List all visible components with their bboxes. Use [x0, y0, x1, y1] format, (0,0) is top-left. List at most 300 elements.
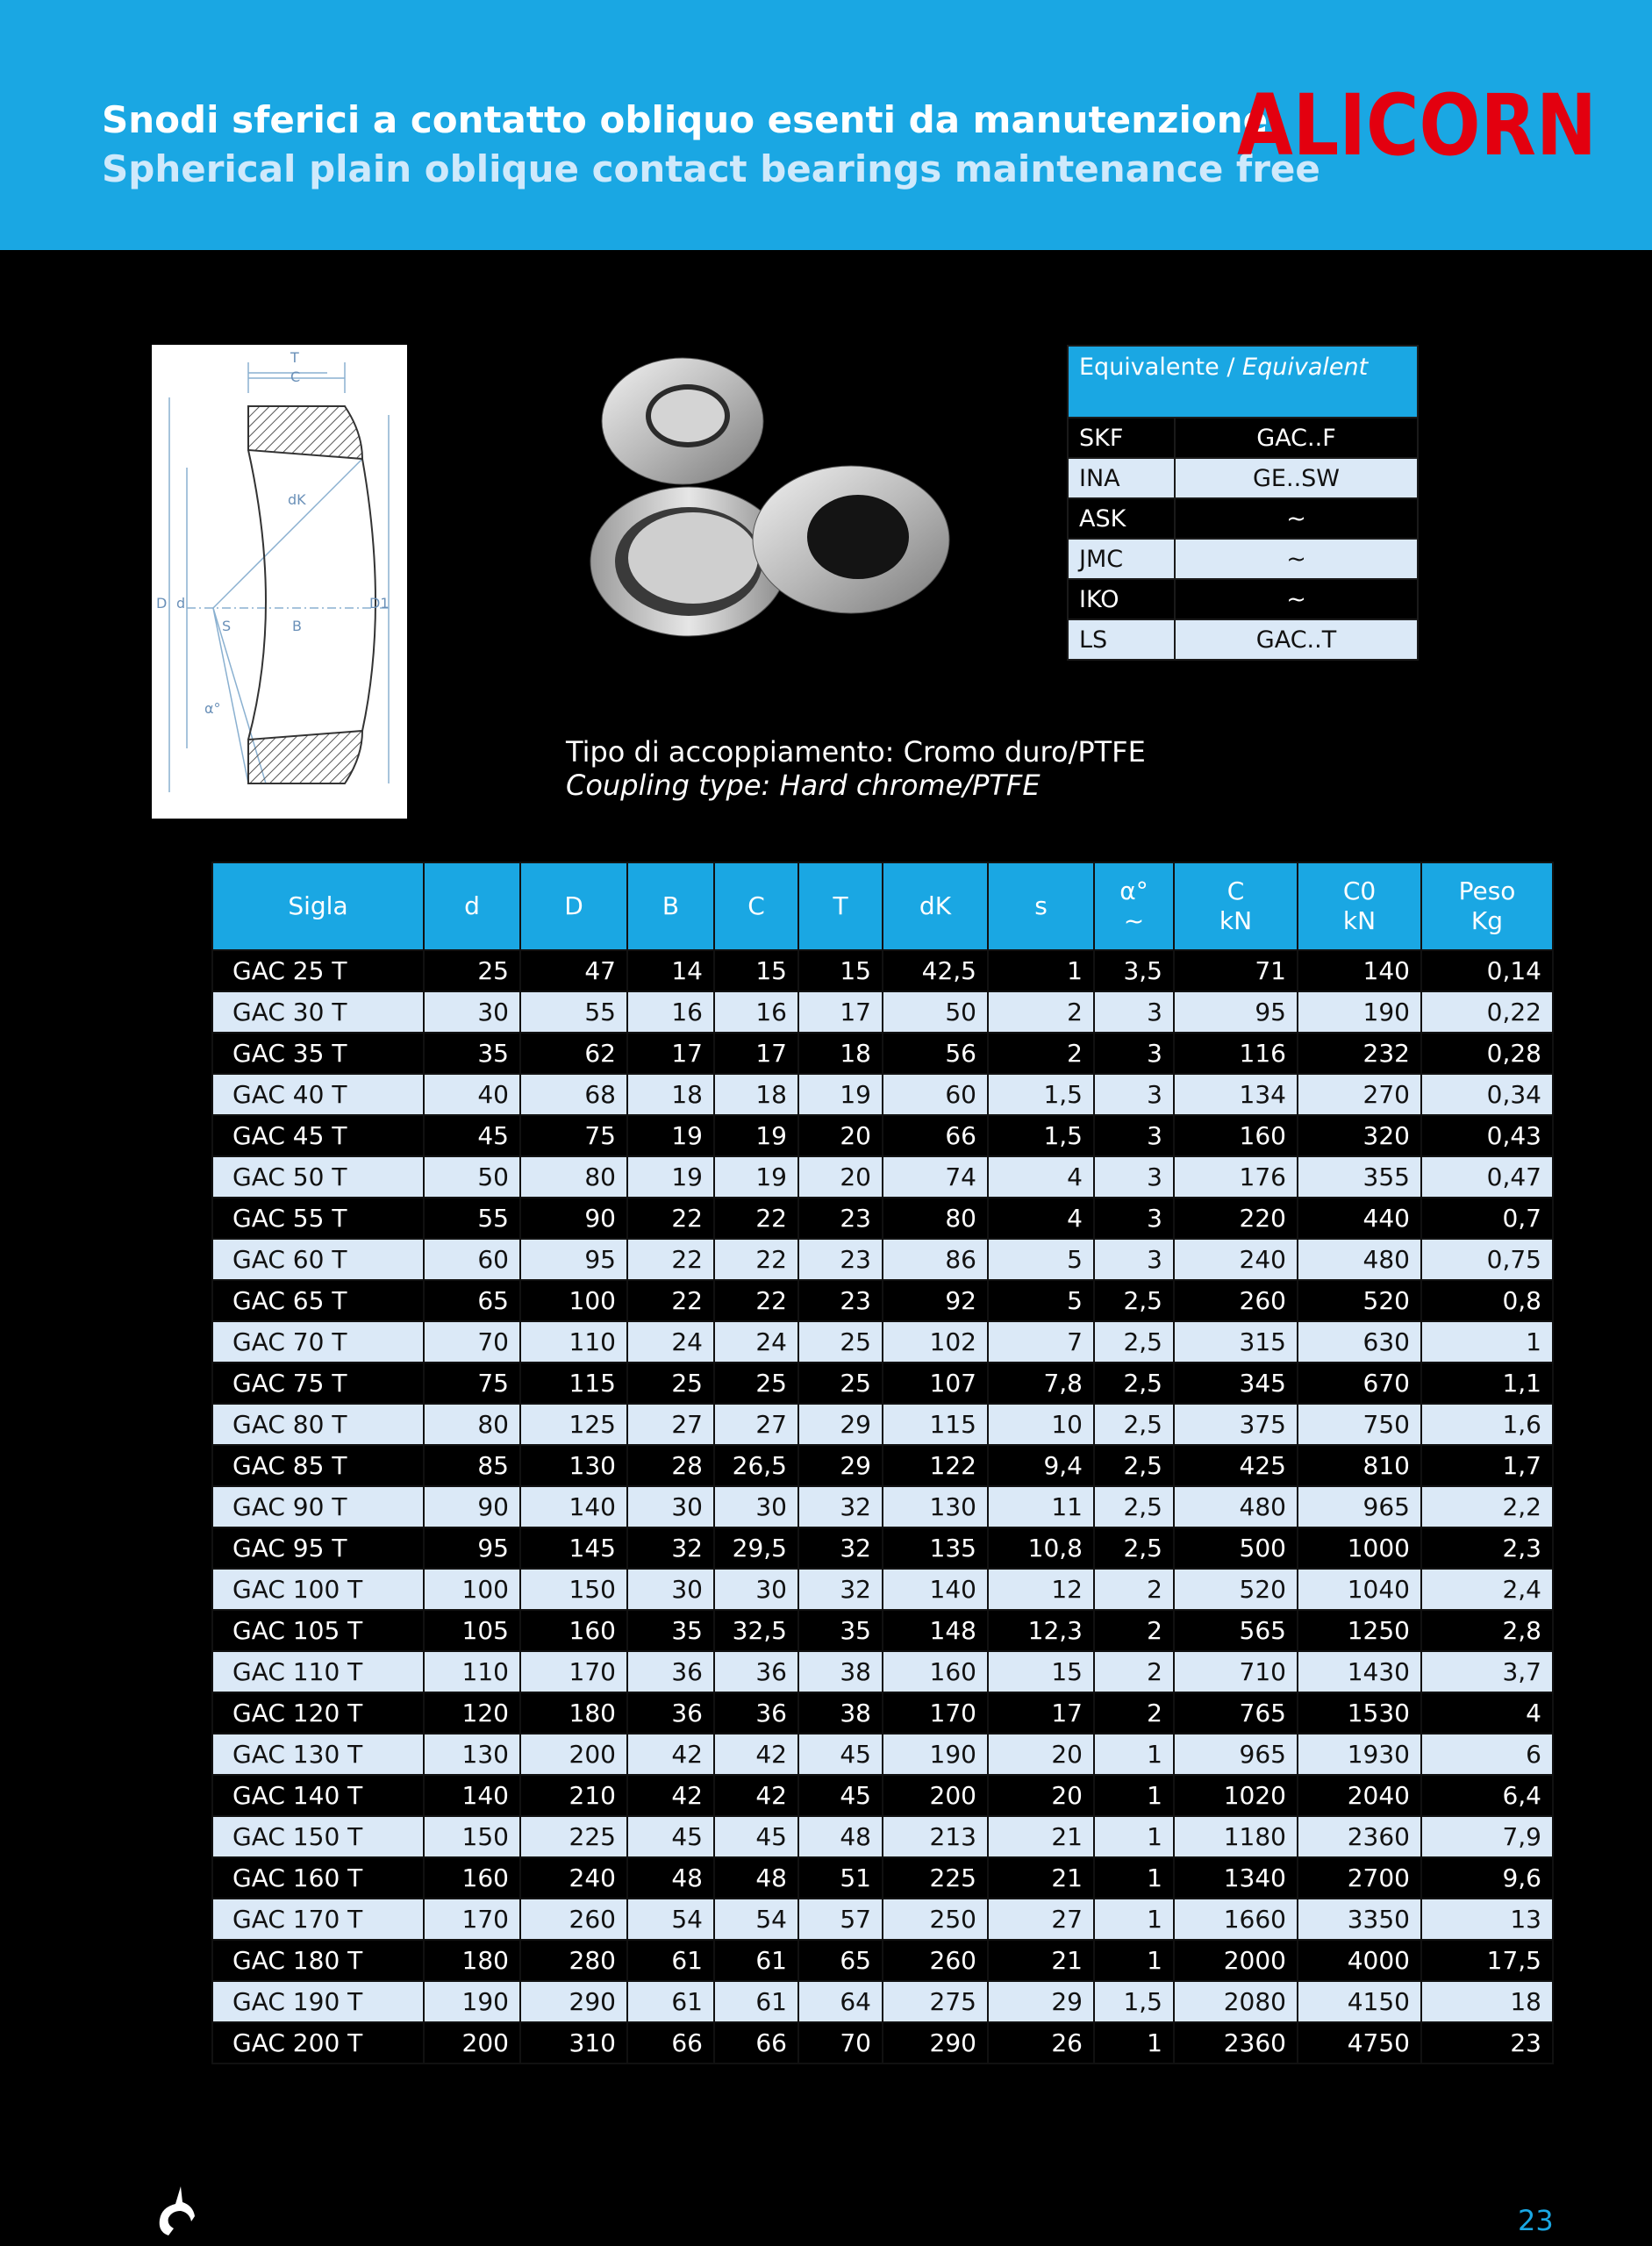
cell-sigla: GAC 55 T — [212, 1198, 424, 1239]
equivalent-header — [1068, 346, 1418, 418]
cell-s: 1,5 — [988, 1115, 1094, 1156]
cell-D: 225 — [520, 1816, 627, 1857]
cell-B: 28 — [627, 1445, 714, 1486]
cell-alpha: 3 — [1094, 991, 1174, 1033]
cell-c-kn: 1020 — [1174, 1775, 1298, 1816]
cell-C: 61 — [714, 1940, 798, 1981]
cell-c0-kn: 440 — [1298, 1198, 1421, 1239]
cell-peso: 0,22 — [1421, 991, 1553, 1033]
cell-c0-kn: 270 — [1298, 1074, 1421, 1115]
cell-T: 25 — [798, 1363, 883, 1404]
cell-D: 100 — [520, 1280, 627, 1321]
table-row — [212, 1321, 1553, 1363]
cell-s: 21 — [988, 1857, 1094, 1899]
cell-D: 170 — [520, 1651, 627, 1692]
cell-dK: 92 — [883, 1280, 988, 1321]
diagram-label-s: S — [222, 618, 232, 634]
col-header-c0-top: C0 — [1342, 876, 1377, 905]
cell-sigla: GAC 75 T — [212, 1363, 424, 1404]
cell-alpha: 1 — [1094, 1734, 1174, 1775]
cell-peso: 17,5 — [1421, 1940, 1553, 1981]
cell-D: 160 — [520, 1610, 627, 1651]
cell-dK: 42,5 — [883, 950, 988, 991]
cell-T: 70 — [798, 2022, 883, 2064]
cell-sigla: GAC 95 T — [212, 1527, 424, 1569]
table-row — [212, 1156, 1553, 1198]
diagram-label-d-outer: D — [156, 595, 168, 612]
coupling-type-english: Coupling type: Hard chrome/PTFE — [566, 769, 1041, 802]
cell-c-kn: 425 — [1174, 1445, 1298, 1486]
cell-c-kn: 375 — [1174, 1404, 1298, 1445]
table-row — [212, 1569, 1553, 1610]
cell-alpha: 1 — [1094, 1940, 1174, 1981]
cell-s: 15 — [988, 1651, 1094, 1692]
cell-s: 1 — [988, 950, 1094, 991]
col-header-c0-bottom: kN — [1342, 906, 1377, 935]
cell-sigla: GAC 70 T — [212, 1321, 424, 1363]
cell-C: 30 — [714, 1569, 798, 1610]
cell-dK: 160 — [883, 1651, 988, 1692]
cell-d: 55 — [424, 1198, 520, 1239]
cell-dK: 275 — [883, 1981, 988, 2022]
cell-sigla: GAC 65 T — [212, 1280, 424, 1321]
cell-D: 95 — [520, 1239, 627, 1280]
cell-C: 42 — [714, 1775, 798, 1816]
cell-c-kn: 1180 — [1174, 1816, 1298, 1857]
cell-C: 45 — [714, 1816, 798, 1857]
cell-B: 30 — [627, 1486, 714, 1527]
cell-d: 80 — [424, 1404, 520, 1445]
col-header-sigla: Sigla — [212, 862, 424, 950]
cell-C: 22 — [714, 1198, 798, 1239]
cell-c0-kn: 1000 — [1298, 1527, 1421, 1569]
page-number: 23 — [1518, 2204, 1554, 2237]
cell-sigla: GAC 50 T — [212, 1156, 424, 1198]
cell-dK: 56 — [883, 1033, 988, 1074]
cell-peso: 13 — [1421, 1899, 1553, 1940]
cell-d: 95 — [424, 1527, 520, 1569]
cell-c0-kn: 232 — [1298, 1033, 1421, 1074]
title-italian: Snodi sferici a contatto obliquo esenti da manutenzione — [102, 98, 1269, 141]
cell-peso: 4 — [1421, 1692, 1553, 1734]
col-header-c-kn — [1174, 862, 1298, 950]
cell-C: 18 — [714, 1074, 798, 1115]
cell-s: 20 — [988, 1734, 1094, 1775]
coupling-type-italian: Tipo di accoppiamento: Cromo duro/PTFE — [566, 735, 1146, 769]
cell-dK: 260 — [883, 1940, 988, 1981]
cell-c0-kn: 1250 — [1298, 1610, 1421, 1651]
cell-B: 18 — [627, 1074, 714, 1115]
col-header-peso-top: Peso — [1458, 876, 1516, 905]
cell-C: 17 — [714, 1033, 798, 1074]
cell-d: 90 — [424, 1486, 520, 1527]
cell-c-kn: 480 — [1174, 1486, 1298, 1527]
cell-peso: 0,47 — [1421, 1156, 1553, 1198]
cell-c0-kn: 320 — [1298, 1115, 1421, 1156]
cell-s: 20 — [988, 1775, 1094, 1816]
cell-T: 23 — [798, 1239, 883, 1280]
diagram-label-d1: D1 — [369, 595, 390, 612]
cell-B: 19 — [627, 1115, 714, 1156]
cell-peso: 0,8 — [1421, 1280, 1553, 1321]
cell-T: 45 — [798, 1775, 883, 1816]
table-row — [212, 1033, 1553, 1074]
cell-s: 27 — [988, 1899, 1094, 1940]
cell-c-kn: 345 — [1174, 1363, 1298, 1404]
cell-s: 29 — [988, 1981, 1094, 2022]
cell-d: 65 — [424, 1280, 520, 1321]
cell-B: 14 — [627, 950, 714, 991]
cell-d: 35 — [424, 1033, 520, 1074]
table-header-row — [212, 862, 1553, 950]
cell-s: 17 — [988, 1692, 1094, 1734]
cell-alpha: 3 — [1094, 1156, 1174, 1198]
cell-peso: 18 — [1421, 1981, 1553, 2022]
cell-alpha: 1 — [1094, 1775, 1174, 1816]
cell-c-kn: 240 — [1174, 1239, 1298, 1280]
cell-c0-kn: 3350 — [1298, 1899, 1421, 1940]
cell-dK: 107 — [883, 1363, 988, 1404]
cell-sigla: GAC 40 T — [212, 1074, 424, 1115]
cell-D: 290 — [520, 1981, 627, 2022]
diagram-label-b: B — [292, 618, 302, 634]
table-row — [212, 1775, 1553, 1816]
cell-alpha: 1 — [1094, 1857, 1174, 1899]
cell-T: 23 — [798, 1198, 883, 1239]
cell-sigla: GAC 35 T — [212, 1033, 424, 1074]
cell-peso: 2,8 — [1421, 1610, 1553, 1651]
cell-s: 5 — [988, 1280, 1094, 1321]
col-header-B: B — [627, 862, 714, 950]
col-header-C: C — [714, 862, 798, 950]
cell-s: 4 — [988, 1156, 1094, 1198]
cell-T: 65 — [798, 1940, 883, 1981]
cell-alpha: 1 — [1094, 1816, 1174, 1857]
cell-T: 18 — [798, 1033, 883, 1074]
cell-d: 130 — [424, 1734, 520, 1775]
cell-D: 110 — [520, 1321, 627, 1363]
cell-C: 29,5 — [714, 1527, 798, 1569]
cell-T: 64 — [798, 1981, 883, 2022]
table-row — [212, 1610, 1553, 1651]
cell-s: 10,8 — [988, 1527, 1094, 1569]
cell-sigla: GAC 130 T — [212, 1734, 424, 1775]
cell-dK: 80 — [883, 1198, 988, 1239]
cell-d: 30 — [424, 991, 520, 1033]
cell-D: 68 — [520, 1074, 627, 1115]
cell-C: 30 — [714, 1486, 798, 1527]
equivalent-brand: LS — [1068, 619, 1175, 660]
cell-d: 50 — [424, 1156, 520, 1198]
title-english: Spherical plain oblique contact bearings maintenance free — [102, 147, 1320, 190]
cell-dK: 60 — [883, 1074, 988, 1115]
cell-c-kn: 220 — [1174, 1198, 1298, 1239]
cell-T: 57 — [798, 1899, 883, 1940]
diagram-label-alpha: α° — [204, 700, 221, 717]
header-banner — [0, 0, 1652, 250]
table-row — [212, 1981, 1553, 2022]
cell-sigla: GAC 90 T — [212, 1486, 424, 1527]
cell-d: 110 — [424, 1651, 520, 1692]
cell-T: 45 — [798, 1734, 883, 1775]
cell-sigla: GAC 200 T — [212, 2022, 424, 2064]
cell-sigla: GAC 105 T — [212, 1610, 424, 1651]
cell-D: 80 — [520, 1156, 627, 1198]
equivalent-brand: JMC — [1068, 539, 1175, 579]
cell-peso: 0,43 — [1421, 1115, 1553, 1156]
cell-alpha: 2,5 — [1094, 1363, 1174, 1404]
cell-c-kn: 520 — [1174, 1569, 1298, 1610]
cell-C: 36 — [714, 1692, 798, 1734]
equivalent-brand: INA — [1068, 458, 1175, 498]
cell-d: 190 — [424, 1981, 520, 2022]
cell-B: 22 — [627, 1280, 714, 1321]
table-row — [212, 1198, 1553, 1239]
cell-D: 240 — [520, 1857, 627, 1899]
cell-D: 62 — [520, 1033, 627, 1074]
cell-d: 120 — [424, 1692, 520, 1734]
cell-sigla: GAC 25 T — [212, 950, 424, 991]
cell-s: 4 — [988, 1198, 1094, 1239]
equivalent-code: GE..SW — [1175, 458, 1418, 498]
cell-T: 23 — [798, 1280, 883, 1321]
cell-D: 90 — [520, 1198, 627, 1239]
table-row — [212, 1940, 1553, 1981]
cell-sigla: GAC 110 T — [212, 1651, 424, 1692]
col-header-c0-kn — [1298, 862, 1421, 950]
cell-alpha: 3,5 — [1094, 950, 1174, 991]
equivalent-header-row — [1068, 346, 1418, 418]
cell-alpha: 2 — [1094, 1610, 1174, 1651]
cell-B: 36 — [627, 1651, 714, 1692]
cell-dK: 225 — [883, 1857, 988, 1899]
cell-dK: 250 — [883, 1899, 988, 1940]
cell-B: 61 — [627, 1981, 714, 2022]
cell-B: 54 — [627, 1899, 714, 1940]
cell-alpha: 2,5 — [1094, 1486, 1174, 1527]
cell-c-kn: 176 — [1174, 1156, 1298, 1198]
cell-peso: 23 — [1421, 2022, 1553, 2064]
cell-alpha: 3 — [1094, 1115, 1174, 1156]
equivalent-row — [1068, 619, 1418, 660]
cell-alpha: 3 — [1094, 1033, 1174, 1074]
cell-B: 16 — [627, 991, 714, 1033]
cell-T: 29 — [798, 1445, 883, 1486]
cell-c-kn: 565 — [1174, 1610, 1298, 1651]
cell-B: 22 — [627, 1198, 714, 1239]
equivalent-row — [1068, 579, 1418, 619]
cell-c-kn: 95 — [1174, 991, 1298, 1033]
cell-C: 25 — [714, 1363, 798, 1404]
col-header-alpha-bottom: ~ — [1123, 906, 1145, 935]
cell-D: 125 — [520, 1404, 627, 1445]
cell-dK: 170 — [883, 1692, 988, 1734]
cell-sigla: GAC 120 T — [212, 1692, 424, 1734]
cell-dK: 130 — [883, 1486, 988, 1527]
cell-D: 210 — [520, 1775, 627, 1816]
cell-T: 38 — [798, 1651, 883, 1692]
table-row — [212, 950, 1553, 991]
cell-D: 130 — [520, 1445, 627, 1486]
cell-peso: 1,1 — [1421, 1363, 1553, 1404]
cell-dK: 190 — [883, 1734, 988, 1775]
cell-C: 32,5 — [714, 1610, 798, 1651]
cell-c0-kn: 520 — [1298, 1280, 1421, 1321]
cell-T: 51 — [798, 1857, 883, 1899]
cell-B: 25 — [627, 1363, 714, 1404]
equivalent-code: ~ — [1175, 539, 1418, 579]
cell-dK: 213 — [883, 1816, 988, 1857]
cell-c-kn: 765 — [1174, 1692, 1298, 1734]
col-header-d: d — [424, 862, 520, 950]
cell-peso: 2,2 — [1421, 1486, 1553, 1527]
diagram-label-d-inner: d — [176, 595, 186, 612]
cell-alpha: 2 — [1094, 1692, 1174, 1734]
cell-T: 19 — [798, 1074, 883, 1115]
cell-C: 24 — [714, 1321, 798, 1363]
cell-dK: 102 — [883, 1321, 988, 1363]
cell-c-kn: 500 — [1174, 1527, 1298, 1569]
cell-c0-kn: 190 — [1298, 991, 1421, 1033]
cell-sigla: GAC 30 T — [212, 991, 424, 1033]
table-row — [212, 1816, 1553, 1857]
cell-C: 48 — [714, 1857, 798, 1899]
cell-sigla: GAC 170 T — [212, 1899, 424, 1940]
cell-C: 16 — [714, 991, 798, 1033]
cell-C: 36 — [714, 1651, 798, 1692]
cell-C: 54 — [714, 1899, 798, 1940]
table-row — [212, 991, 1553, 1033]
cell-d: 40 — [424, 1074, 520, 1115]
diagram-label-dk: dK — [288, 491, 306, 508]
cell-D: 115 — [520, 1363, 627, 1404]
cell-s: 1,5 — [988, 1074, 1094, 1115]
cell-c0-kn: 355 — [1298, 1156, 1421, 1198]
cell-peso: 7,9 — [1421, 1816, 1553, 1857]
cell-peso: 9,6 — [1421, 1857, 1553, 1899]
cell-peso: 2,3 — [1421, 1527, 1553, 1569]
cell-c0-kn: 750 — [1298, 1404, 1421, 1445]
equivalent-header-it: Equivalente / — [1079, 354, 1235, 381]
table-row — [212, 1527, 1553, 1569]
cell-c-kn: 160 — [1174, 1115, 1298, 1156]
cell-c0-kn: 480 — [1298, 1239, 1421, 1280]
cell-c-kn: 965 — [1174, 1734, 1298, 1775]
cell-B: 45 — [627, 1816, 714, 1857]
table-row — [212, 1115, 1553, 1156]
cell-T: 29 — [798, 1404, 883, 1445]
cell-alpha: 3 — [1094, 1074, 1174, 1115]
cell-peso: 0,34 — [1421, 1074, 1553, 1115]
cell-d: 45 — [424, 1115, 520, 1156]
col-header-D: D — [520, 862, 627, 950]
cell-peso: 0,7 — [1421, 1198, 1553, 1239]
cell-C: 26,5 — [714, 1445, 798, 1486]
cell-T: 32 — [798, 1569, 883, 1610]
cell-B: 42 — [627, 1775, 714, 1816]
cell-D: 180 — [520, 1692, 627, 1734]
cell-C: 22 — [714, 1280, 798, 1321]
cell-sigla: GAC 80 T — [212, 1404, 424, 1445]
cell-c-kn: 2080 — [1174, 1981, 1298, 2022]
cell-s: 9,4 — [988, 1445, 1094, 1486]
cell-D: 200 — [520, 1734, 627, 1775]
cell-dK: 200 — [883, 1775, 988, 1816]
cell-d: 150 — [424, 1816, 520, 1857]
diagram-label-c: C — [290, 368, 301, 385]
cell-d: 85 — [424, 1445, 520, 1486]
cell-s: 2 — [988, 1033, 1094, 1074]
cell-alpha: 2 — [1094, 1651, 1174, 1692]
table-row — [212, 1363, 1553, 1404]
cell-peso: 1 — [1421, 1321, 1553, 1363]
cell-alpha: 2,5 — [1094, 1280, 1174, 1321]
cell-T: 25 — [798, 1321, 883, 1363]
col-header-alpha-top: α° — [1119, 876, 1148, 905]
cell-B: 32 — [627, 1527, 714, 1569]
table-row — [212, 1692, 1553, 1734]
cell-d: 105 — [424, 1610, 520, 1651]
cell-c0-kn: 630 — [1298, 1321, 1421, 1363]
cell-D: 260 — [520, 1899, 627, 1940]
cell-c0-kn: 2700 — [1298, 1857, 1421, 1899]
cell-alpha: 2,5 — [1094, 1527, 1174, 1569]
cell-d: 160 — [424, 1857, 520, 1899]
cell-B: 61 — [627, 1940, 714, 1981]
cell-C: 61 — [714, 1981, 798, 2022]
cell-B: 24 — [627, 1321, 714, 1363]
cell-T: 38 — [798, 1692, 883, 1734]
table-body — [212, 950, 1553, 2064]
cell-d: 25 — [424, 950, 520, 991]
equivalent-code: GAC..T — [1175, 619, 1418, 660]
cell-s: 7 — [988, 1321, 1094, 1363]
cell-sigla: GAC 180 T — [212, 1940, 424, 1981]
cell-T: 32 — [798, 1486, 883, 1527]
cell-B: 42 — [627, 1734, 714, 1775]
cell-D: 310 — [520, 2022, 627, 2064]
col-header-T: T — [798, 862, 883, 950]
cell-c-kn: 2360 — [1174, 2022, 1298, 2064]
cell-D: 280 — [520, 1940, 627, 1981]
cell-dK: 148 — [883, 1610, 988, 1651]
cell-d: 170 — [424, 1899, 520, 1940]
cell-dK: 135 — [883, 1527, 988, 1569]
cell-peso: 3,7 — [1421, 1651, 1553, 1692]
cell-B: 17 — [627, 1033, 714, 1074]
cell-c0-kn: 1530 — [1298, 1692, 1421, 1734]
cell-T: 35 — [798, 1610, 883, 1651]
cell-peso: 6 — [1421, 1734, 1553, 1775]
cell-d: 100 — [424, 1569, 520, 1610]
alicorn-logo — [1237, 76, 1597, 175]
col-header-c-top: C — [1226, 876, 1245, 905]
equivalent-table — [1067, 345, 1419, 661]
cell-alpha: 1 — [1094, 2022, 1174, 2064]
cell-B: 66 — [627, 2022, 714, 2064]
cell-s: 11 — [988, 1486, 1094, 1527]
cell-dK: 122 — [883, 1445, 988, 1486]
cell-d: 140 — [424, 1775, 520, 1816]
cell-B: 19 — [627, 1156, 714, 1198]
equivalent-brand: ASK — [1068, 498, 1175, 539]
cell-C: 42 — [714, 1734, 798, 1775]
col-header-alpha — [1094, 862, 1174, 950]
cell-c-kn: 116 — [1174, 1033, 1298, 1074]
cell-B: 27 — [627, 1404, 714, 1445]
cell-B: 48 — [627, 1857, 714, 1899]
col-header-peso — [1421, 862, 1553, 950]
